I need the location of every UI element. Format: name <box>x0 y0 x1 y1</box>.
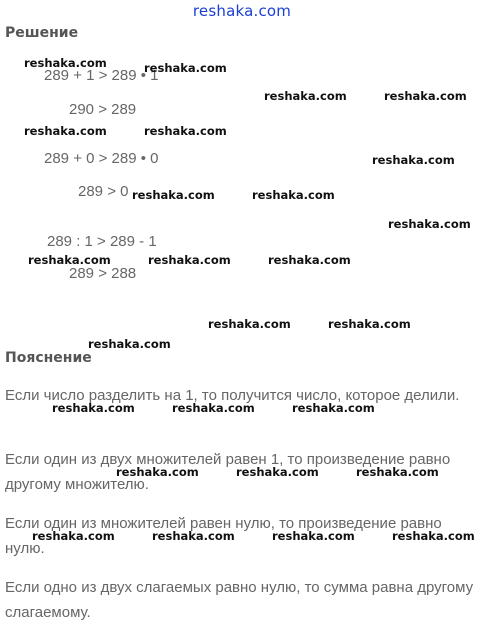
solution-title: Решение <box>5 25 79 41</box>
watermark: reshaka.com <box>392 529 475 543</box>
watermark: reshaka.com <box>24 56 107 70</box>
watermark: reshaka.com <box>384 89 467 103</box>
watermark: reshaka.com <box>208 317 291 331</box>
watermark: reshaka.com <box>132 188 215 202</box>
watermark: reshaka.com <box>272 529 355 543</box>
explanation-title: Пояснение <box>5 350 92 366</box>
equation-4: 289 > 0 <box>78 183 129 200</box>
watermark: reshaka.com <box>144 61 227 75</box>
watermark: reshaka.com <box>252 188 335 202</box>
explanation-paragraph-3: Если один из множителей равен нулю, то произведение равно нулю. <box>5 515 442 557</box>
watermark: reshaka.com <box>28 253 111 267</box>
watermark: reshaka.com <box>88 337 171 351</box>
watermark: reshaka.com <box>372 153 455 167</box>
watermark: reshaka.com <box>144 124 227 138</box>
watermark: reshaka.com <box>388 217 471 231</box>
watermark: reshaka.com <box>116 465 199 479</box>
explanation-paragraph-2: Если один из двух множителей равен 1, то произведение равно другому множителю. <box>5 451 451 493</box>
explanation-paragraph-1: Если число разделить на 1, то получится число, которое делили. <box>5 387 460 404</box>
watermark: reshaka.com <box>328 317 411 331</box>
equation-3: 289 + 0 > 289 • 0 <box>44 150 159 167</box>
equation-6: 289 > 288 <box>69 265 137 282</box>
watermark: reshaka.com <box>236 465 319 479</box>
explanation-paragraph-4: Если одно из двух слагаемых равно нулю, то сумма равна другому слагаемому. <box>5 579 474 621</box>
watermark: reshaka.com <box>52 401 135 415</box>
watermark: reshaka.com <box>292 401 375 415</box>
watermark: reshaka.com <box>268 253 351 267</box>
watermark: reshaka.com <box>172 401 255 415</box>
site-logo[interactable]: reshaka.com <box>192 2 292 20</box>
watermark: reshaka.com <box>356 465 439 479</box>
equation-2: 290 > 289 <box>69 101 137 118</box>
watermark: reshaka.com <box>264 89 347 103</box>
equation-1: 289 + 1 > 289 • 1 <box>44 67 159 84</box>
watermark: reshaka.com <box>32 529 115 543</box>
watermark: reshaka.com <box>24 124 107 138</box>
watermark: reshaka.com <box>152 529 235 543</box>
watermark: reshaka.com <box>148 253 231 267</box>
equation-5: 289 : 1 > 289 - 1 <box>47 233 157 250</box>
